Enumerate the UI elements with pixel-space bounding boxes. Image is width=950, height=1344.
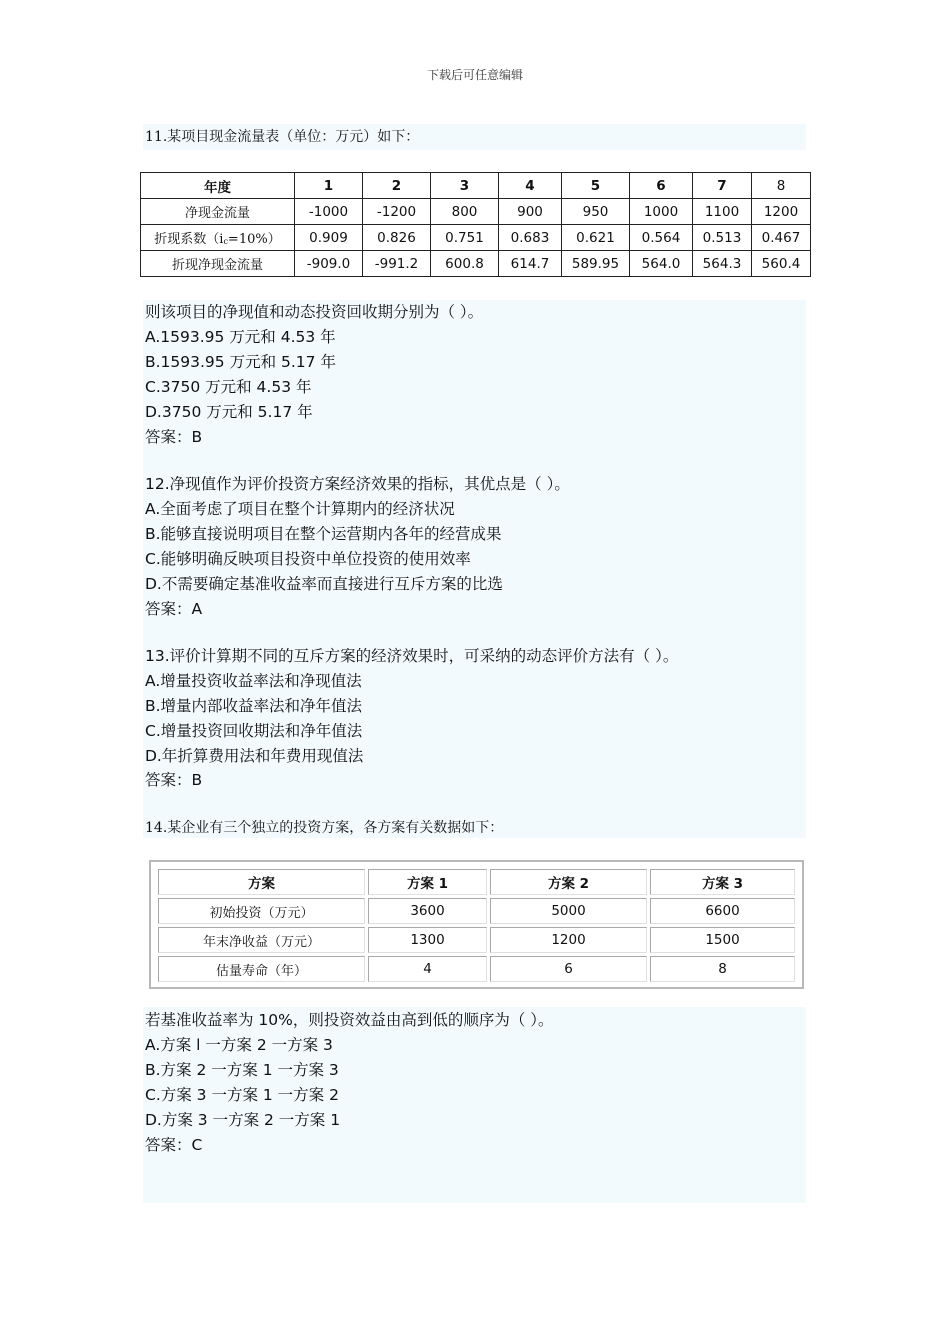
table-cell: -991.2: [363, 251, 431, 277]
table-row: [158, 869, 795, 895]
q11-option-d: D.3750 万元和 5.17 年: [145, 403, 313, 421]
q12-stem: 12.净现值作为评价投资方案经济效果的指标，其优点是（ ）。: [145, 475, 570, 493]
row-label: 净现金流量: [141, 199, 295, 225]
table-cell: 564.0: [630, 251, 693, 277]
q11-stem: 则该项目的净现值和动态投资回收期分别为（ ）。: [145, 303, 484, 321]
row-label-part: =10%）: [227, 232, 281, 247]
table-cell: 8: [650, 956, 795, 982]
table-row: [141, 225, 811, 251]
table-cell: 0.564: [630, 225, 693, 251]
table-cell: 0.467: [752, 225, 811, 251]
table-cell: 1500: [650, 927, 795, 953]
table-cell: 0.513: [693, 225, 752, 251]
header-cell: 方案 3: [650, 869, 795, 895]
table-row: [141, 199, 811, 225]
table-cell: 0.826: [363, 225, 431, 251]
row-label: 估量寿命（年）: [158, 956, 365, 982]
q14-answer: 答案：C: [145, 1136, 203, 1154]
row-label: 初始投资（万元）: [158, 898, 365, 924]
table-cell: 614.7: [499, 251, 562, 277]
q14-option-b: B.方案 2 一方案 1 一方案 3: [145, 1061, 339, 1079]
table-cell: -909.0: [295, 251, 363, 277]
table-row: [158, 898, 795, 924]
year-cell: 1: [295, 173, 363, 199]
q14-option-a: A.方案 l 一方案 2 一方案 3: [145, 1036, 333, 1054]
header-cell: 方案 1: [368, 869, 487, 895]
table-row: [141, 251, 811, 277]
table-cell: 1000: [630, 199, 693, 225]
year-cell: 2: [363, 173, 431, 199]
table-cell: 0.683: [499, 225, 562, 251]
year-cell: 4: [499, 173, 562, 199]
header-cell: 方案: [158, 869, 365, 895]
table-cell: 800: [431, 199, 499, 225]
row-label: 折现净现金流量: [141, 251, 295, 277]
year-cell: 8: [752, 173, 811, 199]
table-cell: 1100: [693, 199, 752, 225]
year-cell: 5: [562, 173, 630, 199]
header-cell: 方案 2: [490, 869, 647, 895]
q11-option-c: C.3750 万元和 4.53 年: [145, 378, 312, 396]
q12-answer: 答案：A: [145, 600, 203, 618]
table-cell: 0.751: [431, 225, 499, 251]
table-cell: 6600: [650, 898, 795, 924]
row-label: [141, 225, 295, 251]
table-cell: 950: [562, 199, 630, 225]
table-cell: 5000: [490, 898, 647, 924]
q11-option-a: A.1593.95 万元和 4.53 年: [145, 328, 336, 346]
table-cell: 589.95: [562, 251, 630, 277]
q11-answer: 答案：B: [145, 428, 203, 446]
page-header: 下载后可任意编辑: [426, 68, 523, 82]
table-cell: 1200: [490, 927, 647, 953]
q13-answer: 答案：B: [145, 771, 203, 789]
table-cell: 1200: [752, 199, 811, 225]
q11-title: 11.某项目现金流量表（单位：万元）如下：: [145, 129, 420, 145]
q13-stem: 13.评价计算期不同的互斥方案的经济效果时，可采纳的动态评价方法有（ ）。: [145, 647, 679, 665]
q14-option-c: C.方案 3 一方案 1 一方案 2: [145, 1086, 339, 1104]
table-row: [158, 956, 795, 982]
q14-option-d: D.方案 3 一方案 2 一方案 1: [145, 1111, 341, 1129]
q12-option-d: D.不需要确定基准收益率而直接进行互斥方案的比选: [145, 575, 503, 593]
q13-option-a: A.增量投资收益率法和净现值法: [145, 672, 362, 690]
table-cell: 1300: [368, 927, 487, 953]
table-cell: -1200: [363, 199, 431, 225]
table-cell: 900: [499, 199, 562, 225]
row-label-subscript: c: [223, 237, 228, 246]
year-cell: 3: [431, 173, 499, 199]
q14-title: 14.某企业有三个独立的投资方案，各方案有关数据如下：: [145, 820, 504, 836]
q13-option-b: B.增量内部收益率法和净年值法: [145, 697, 363, 715]
table-cell: 3600: [368, 898, 487, 924]
q13-option-d: D.年折算费用法和年费用现值法: [145, 747, 364, 765]
year-cell: 6: [630, 173, 693, 199]
table-cell: 6: [490, 956, 647, 982]
table-cell: 600.8: [431, 251, 499, 277]
table-cell: -1000: [295, 199, 363, 225]
table-cell: 564.3: [693, 251, 752, 277]
table-row: [141, 173, 811, 199]
table-cell: 0.909: [295, 225, 363, 251]
table-cell: 0.621: [562, 225, 630, 251]
plans-table: [155, 866, 798, 985]
q13-option-c: C.增量投资回收期法和净年值法: [145, 722, 363, 740]
plans-table-frame: [149, 860, 804, 989]
year-cell: 7: [693, 173, 752, 199]
q12-option-c: C.能够明确反映项目投资中单位投资的使用效率: [145, 550, 471, 568]
row-label-part: 折现系数（i: [154, 232, 224, 247]
table-row: [158, 927, 795, 953]
q11-option-b: B.1593.95 万元和 5.17 年: [145, 353, 336, 371]
cash-flow-table: [140, 172, 811, 277]
row-label: 年末净收益（万元）: [158, 927, 365, 953]
q12-option-a: A.全面考虑了项目在整个计算期内的经济状况: [145, 500, 455, 518]
table-cell: 560.4: [752, 251, 811, 277]
years-label: 年度: [141, 173, 295, 199]
q12-option-b: B.能够直接说明项目在整个运营期内各年的经营成果: [145, 525, 502, 543]
table-cell: 4: [368, 956, 487, 982]
q14-stem: 若基准收益率为 10%，则投资效益由高到低的顺序为（ ）。: [145, 1011, 554, 1029]
